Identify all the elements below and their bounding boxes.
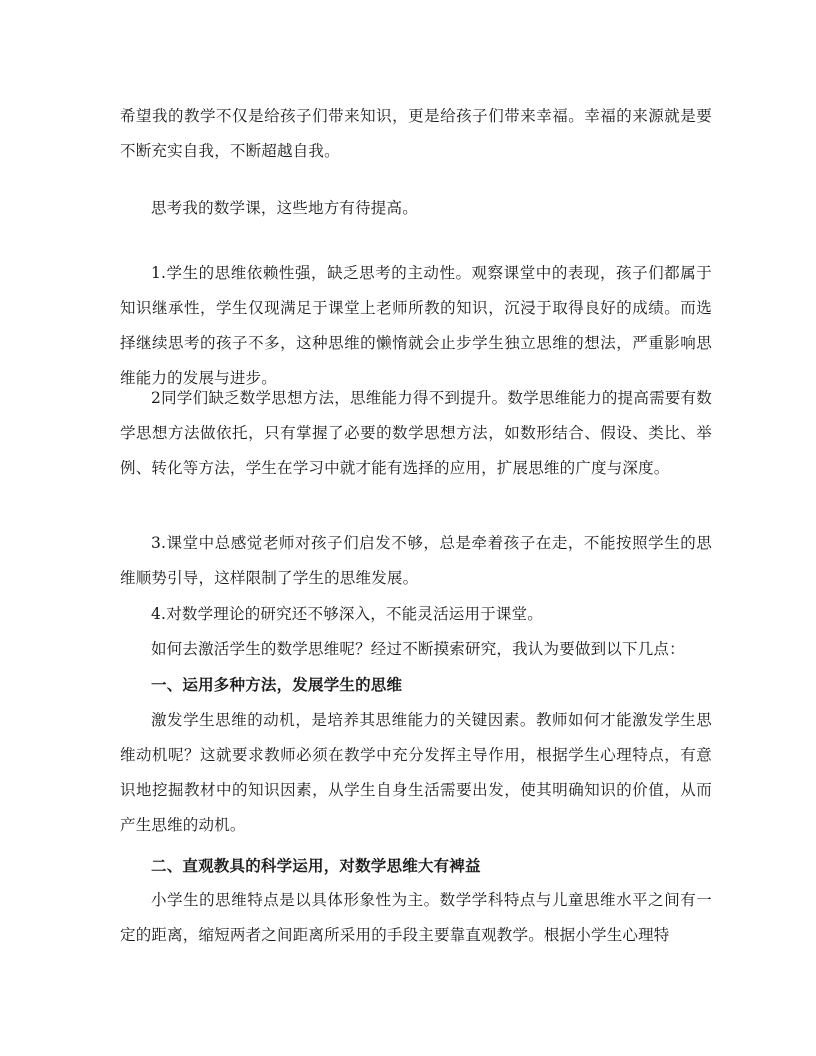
paragraph-point-4: 4.对数学理论的研究还不够深入，不能灵活运用于课堂。	[151, 605, 543, 623]
paragraph-section-2: 小学生的思维特点是以具体形象性为主。数学学科特点与儿童思维水平之间有一定的距离，缩短两者之间距离所采用的手段主要靠直观教学。根据小学生心理特	[120, 891, 712, 944]
paragraph-point-2: 2同学们缺乏数学思想方法，思维能力得不到提升。数学思维能力的提高需要有数学思想方法做依托，只有掌握了必要的数学思想方法，如数形结合、假设、类比、举例、转化等方法，学生在学习中就才能有选择的应用，扩展思维的广度与深度。	[120, 389, 712, 477]
paragraph-reflection: 思考我的数学课，这些地方有待提高。	[151, 199, 418, 217]
paragraph-question: 如何去激活学生的数学思维呢？经过不断摸索研究，我认为要做到以下几点：	[151, 640, 685, 658]
paragraph-intro: 希望我的教学不仅是给孩子们带来知识，更是给孩子们带来幸福。幸福的来源就是要不断充实自我，不断超越自我。	[120, 107, 712, 160]
paragraph-point-3: 3.课堂中总感觉老师对孩子们启发不够，总是牵着孩子在走，不能按照学生的思维顺势引导，这样限制了学生的思维发展。	[120, 534, 712, 587]
paragraph-section-1: 激发学生思维的动机，是培养其思维能力的关键因素。教师如何才能激发学生思维动机呢？这就要求教师必须在教学中充分发挥主导作用，根据学生心理特点，有意识地挖掘教材中的知识因素，从学生自身生活需要出发，使其明确知识的价值，从而产生思维的动机。	[120, 711, 712, 834]
paragraph-point-1: 1.学生的思维依赖性强，缺乏思考的主动性。观察课堂中的表现，孩子们都属于知识继承性，学生仅现满足于课堂上老师所教的知识，沉浸于取得良好的成绩。而选择继续思考的孩子不多，这种思维的懒惰就会止步学生独立思维的想法，严重影响思维能力的发展与进步。	[120, 264, 712, 387]
section-heading-1: 一、运用多种方法，发展学生的思维	[151, 675, 403, 694]
section-heading-2: 二、直观教具的科学运用，对数学思维大有裨益	[151, 856, 481, 875]
